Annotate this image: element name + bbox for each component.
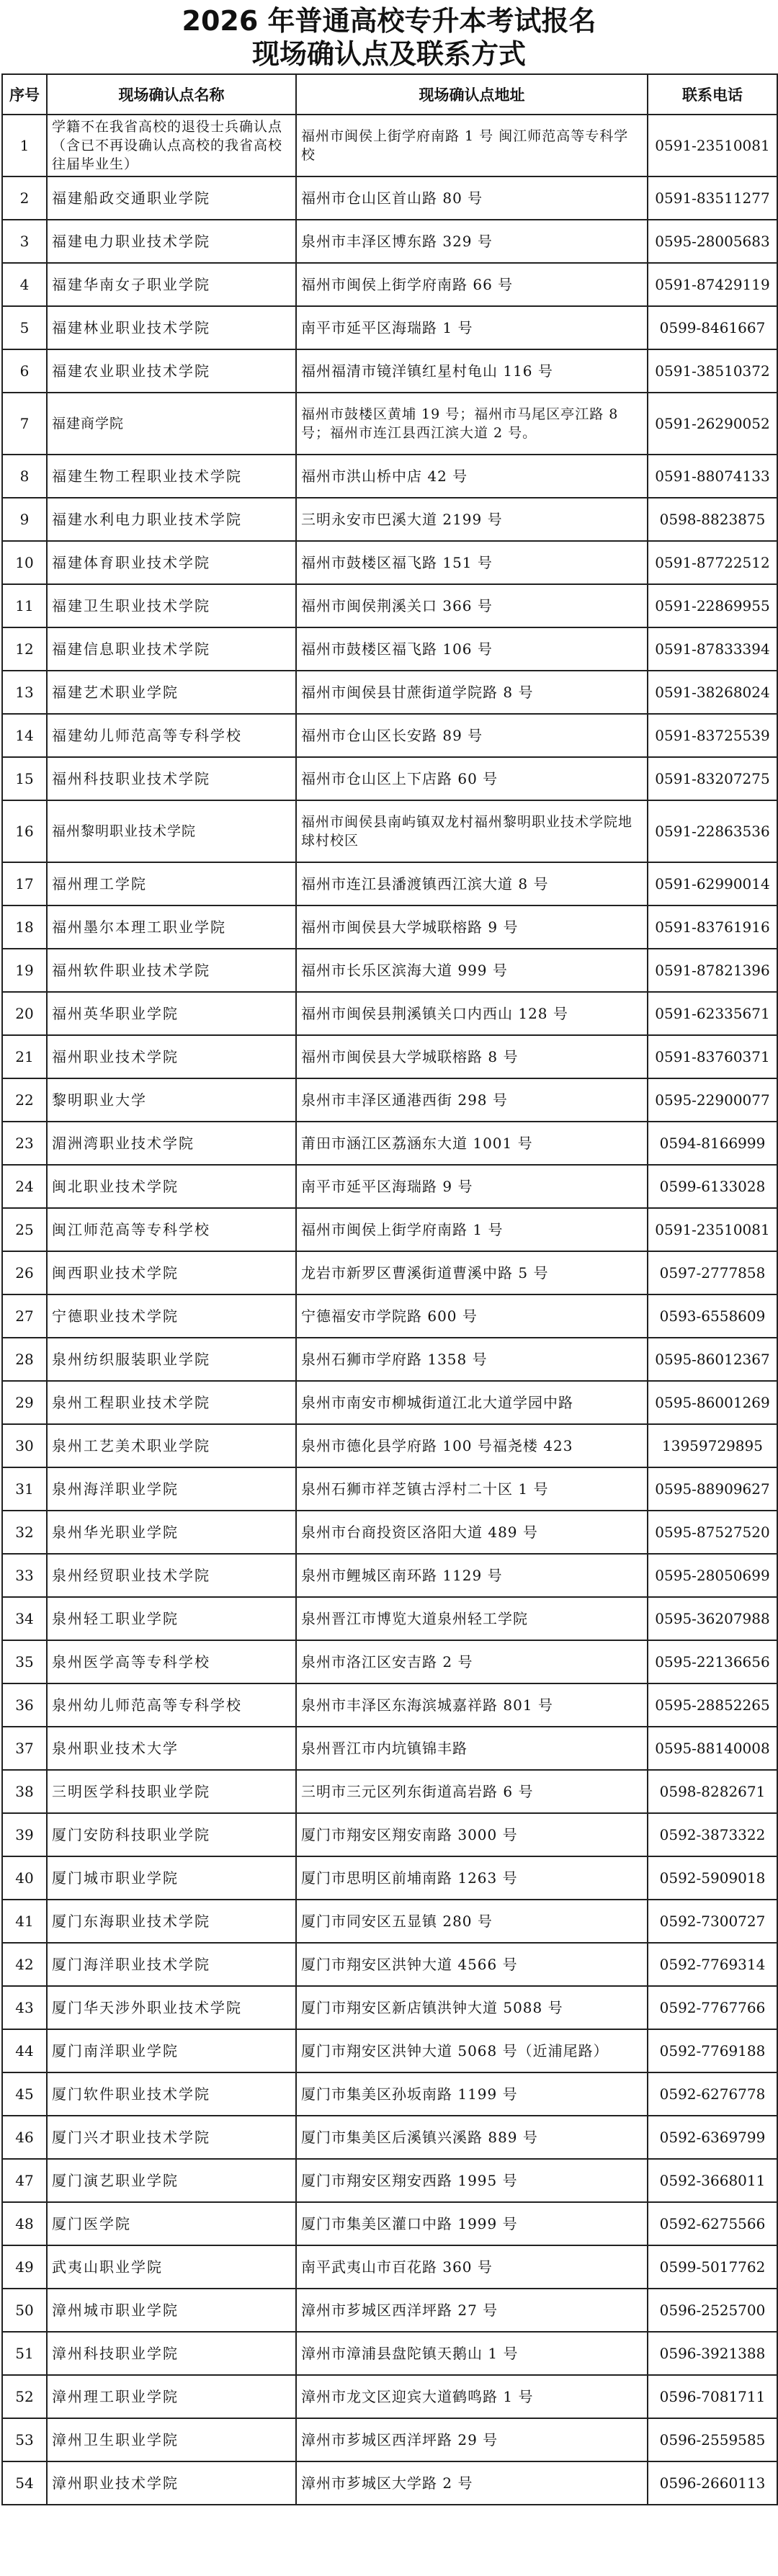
- table-row: [2, 949, 777, 992]
- site-address: 南平市延平区海瑞路 1 号: [296, 306, 648, 349]
- phone-number: 0592-7300727: [648, 1900, 777, 1943]
- site-name: 福建华南女子职业学院: [47, 263, 296, 306]
- site-name: 泉州海洋职业学院: [47, 1467, 296, 1511]
- site-address: 福州市闽侯县甘蔗街道学院路 8 号: [296, 671, 648, 714]
- row-index: 33: [2, 1554, 47, 1597]
- table-row: [2, 349, 777, 393]
- site-address: 泉州市丰泽区通港西街 298 号: [296, 1078, 648, 1122]
- phone-number: 0591-83725539: [648, 714, 777, 757]
- phone-number: 0597-2777858: [648, 1251, 777, 1294]
- phone-number: 0596-2525700: [648, 2289, 777, 2332]
- site-address: 三明市三元区列东街道高岩路 6 号: [296, 1770, 648, 1813]
- table-row: [2, 176, 777, 220]
- site-address: 莆田市涵江区荔涵东大道 1001 号: [296, 1122, 648, 1165]
- site-address: 厦门市翔安区新店镇洪钟大道 5088 号: [296, 1986, 648, 2029]
- site-name: 武夷山职业学院: [47, 2245, 296, 2289]
- site-name: 福州理工学院: [47, 862, 296, 905]
- site-address: 福州市闽侯县荆溪镇关口内西山 128 号: [296, 992, 648, 1035]
- table-row: [2, 1294, 777, 1338]
- site-address: 漳州市芗城区西洋坪路 27 号: [296, 2289, 648, 2332]
- table-row: [2, 2202, 777, 2245]
- phone-number: 0591-87821396: [648, 949, 777, 992]
- row-index: 23: [2, 1122, 47, 1165]
- site-name: 闽江师范高等专科学校: [47, 1208, 296, 1251]
- phone-number: 0591-87429119: [648, 263, 777, 306]
- phone-number: 0594-8166999: [648, 1122, 777, 1165]
- table-row: [2, 2289, 777, 2332]
- row-index: 27: [2, 1294, 47, 1338]
- table-row: [2, 627, 777, 671]
- site-address: 福州市闽侯县南屿镇双龙村福州黎明职业技术学院地球村校区: [296, 800, 648, 862]
- row-index: 42: [2, 1943, 47, 1986]
- row-index: 38: [2, 1770, 47, 1813]
- site-address: 福州市闽侯上街学府南路 66 号: [296, 263, 648, 306]
- phone-number: 0595-88140008: [648, 1727, 777, 1770]
- row-index: 31: [2, 1467, 47, 1511]
- site-address: 泉州市丰泽区东海滨城嘉祥路 801 号: [296, 1683, 648, 1727]
- table-row: [2, 2461, 777, 2505]
- table-row: [2, 1856, 777, 1900]
- row-index: 19: [2, 949, 47, 992]
- table-row: [2, 455, 777, 498]
- phone-number: 0591-23510081: [648, 1208, 777, 1251]
- table-row: [2, 1381, 777, 1424]
- row-index: 29: [2, 1381, 47, 1424]
- row-index: 9: [2, 498, 47, 541]
- phone-number: 0595-86012367: [648, 1338, 777, 1381]
- phone-number: 0591-83761916: [648, 905, 777, 949]
- row-index: 32: [2, 1511, 47, 1554]
- site-name: 漳州职业技术学院: [47, 2461, 296, 2505]
- table-row: [2, 1986, 777, 2029]
- phone-number: 0596-2660113: [648, 2461, 777, 2505]
- site-address: 厦门市翔安区洪钟大道 5068 号（近浦尾路）: [296, 2029, 648, 2072]
- site-address: 厦门市翔安区翔安西路 1995 号: [296, 2159, 648, 2202]
- site-address: 福州市鼓楼区福飞路 151 号: [296, 541, 648, 584]
- row-index: 11: [2, 584, 47, 627]
- site-name: 厦门城市职业学院: [47, 1856, 296, 1900]
- site-name: 闽北职业技术学院: [47, 1165, 296, 1208]
- site-address: 泉州市鲤城区南环路 1129 号: [296, 1554, 648, 1597]
- table-row: [2, 1165, 777, 1208]
- phone-number: 13959729895: [648, 1424, 777, 1467]
- phone-number: 0596-2559585: [648, 2418, 777, 2461]
- site-address: 泉州晋江市内坑镇锦丰路: [296, 1727, 648, 1770]
- site-name: 泉州纺织服装职业学院: [47, 1338, 296, 1381]
- site-name: 福建农业职业技术学院: [47, 349, 296, 393]
- phone-number: 0596-3921388: [648, 2332, 777, 2375]
- site-name: 闽西职业技术学院: [47, 1251, 296, 1294]
- row-index: 14: [2, 714, 47, 757]
- table-row: [2, 1597, 777, 1640]
- row-index: 48: [2, 2202, 47, 2245]
- table-row: [2, 1208, 777, 1251]
- site-address: 厦门市集美区后溪镇兴溪路 889 号: [296, 2116, 648, 2159]
- table-row: [2, 2418, 777, 2461]
- table-row: [2, 115, 777, 176]
- row-index: 21: [2, 1035, 47, 1078]
- row-index: 49: [2, 2245, 47, 2289]
- row-index: 20: [2, 992, 47, 1035]
- table-row: [2, 905, 777, 949]
- site-name: 湄洲湾职业技术学院: [47, 1122, 296, 1165]
- row-index: 26: [2, 1251, 47, 1294]
- site-address: 福州市仓山区长安路 89 号: [296, 714, 648, 757]
- row-index: 44: [2, 2029, 47, 2072]
- row-index: 34: [2, 1597, 47, 1640]
- row-index: 37: [2, 1727, 47, 1770]
- table-row: [2, 1900, 777, 1943]
- site-address: 漳州市芗城区西洋坪路 29 号: [296, 2418, 648, 2461]
- site-name: 厦门软件职业技术学院: [47, 2072, 296, 2116]
- site-name: 漳州卫生职业学院: [47, 2418, 296, 2461]
- phone-number: 0591-22863536: [648, 800, 777, 862]
- row-index: 24: [2, 1165, 47, 1208]
- table-row: [2, 393, 777, 455]
- row-index: 41: [2, 1900, 47, 1943]
- site-address: 漳州市龙文区迎宾大道鹤鸣路 1 号: [296, 2375, 648, 2418]
- header-phone: 联系电话: [648, 74, 777, 115]
- site-name: 漳州城市职业学院: [47, 2289, 296, 2332]
- table-row: [2, 498, 777, 541]
- row-index: 1: [2, 115, 47, 176]
- site-address: 福州市洪山桥中店 42 号: [296, 455, 648, 498]
- site-name: 厦门演艺职业学院: [47, 2159, 296, 2202]
- site-name: 福建艺术职业学院: [47, 671, 296, 714]
- row-index: 12: [2, 627, 47, 671]
- table-row: [2, 1683, 777, 1727]
- phone-number: 0591-62990014: [648, 862, 777, 905]
- row-index: 10: [2, 541, 47, 584]
- row-index: 4: [2, 263, 47, 306]
- row-index: 25: [2, 1208, 47, 1251]
- site-address: 三明永安市巴溪大道 2199 号: [296, 498, 648, 541]
- site-name: 三明医学科技职业学院: [47, 1770, 296, 1813]
- phone-number: 0592-6276778: [648, 2072, 777, 2116]
- table-row: [2, 306, 777, 349]
- row-index: 36: [2, 1683, 47, 1727]
- table-body: [2, 115, 777, 2505]
- row-index: 13: [2, 671, 47, 714]
- phone-number: 0595-88909627: [648, 1467, 777, 1511]
- table-row: [2, 2159, 777, 2202]
- row-index: 22: [2, 1078, 47, 1122]
- row-index: 53: [2, 2418, 47, 2461]
- site-address: 漳州市漳浦县盘陀镇天鹅山 1 号: [296, 2332, 648, 2375]
- site-address: 泉州市德化县学府路 100 号福尧楼 423: [296, 1424, 648, 1467]
- site-address: 厦门市集美区孙坂南路 1199 号: [296, 2072, 648, 2116]
- site-name: 福建幼儿师范高等专科学校: [47, 714, 296, 757]
- site-address: 福州市连江县潘渡镇西江滨大道 8 号: [296, 862, 648, 905]
- phone-number: 0592-7769188: [648, 2029, 777, 2072]
- phone-number: 0591-22869955: [648, 584, 777, 627]
- site-address: 泉州市丰泽区博东路 329 号: [296, 220, 648, 263]
- site-name: 福州软件职业技术学院: [47, 949, 296, 992]
- confirmation-sites-table: [1, 73, 778, 2505]
- site-name: 福建船政交通职业学院: [47, 176, 296, 220]
- table-row: [2, 1770, 777, 1813]
- site-name: 泉州经贸职业技术学院: [47, 1554, 296, 1597]
- site-address: 泉州市南安市柳城街道江北大道学园中路: [296, 1381, 648, 1424]
- row-index: 17: [2, 862, 47, 905]
- table-row: [2, 757, 777, 800]
- site-address: 福州市仓山区首山路 80 号: [296, 176, 648, 220]
- site-name: 福州墨尔本理工职业学院: [47, 905, 296, 949]
- row-index: 50: [2, 2289, 47, 2332]
- site-address: 南平武夷山市百花路 360 号: [296, 2245, 648, 2289]
- site-name: 福建生物工程职业技术学院: [47, 455, 296, 498]
- site-name: 厦门医学院: [47, 2202, 296, 2245]
- site-name: 厦门华天涉外职业技术学院: [47, 1986, 296, 2029]
- phone-number: 0592-6275566: [648, 2202, 777, 2245]
- site-name: 厦门海洋职业技术学院: [47, 1943, 296, 1986]
- phone-number: 0591-23510081: [648, 115, 777, 176]
- site-address: 厦门市思明区前埔南路 1263 号: [296, 1856, 648, 1900]
- site-name: 福州黎明职业技术学院: [47, 800, 296, 862]
- header-site-address: 现场确认点地址: [296, 74, 648, 115]
- row-index: 46: [2, 2116, 47, 2159]
- phone-number: 0592-3668011: [648, 2159, 777, 2202]
- table-row: [2, 1943, 777, 1986]
- phone-number: 0591-26290052: [648, 393, 777, 455]
- site-address: 厦门市翔安区洪钟大道 4566 号: [296, 1943, 648, 1986]
- row-index: 5: [2, 306, 47, 349]
- phone-number: 0595-28852265: [648, 1683, 777, 1727]
- row-index: 8: [2, 455, 47, 498]
- row-index: 30: [2, 1424, 47, 1467]
- site-address: 泉州市洛江区安吉路 2 号: [296, 1640, 648, 1683]
- site-address: 宁德福安市学院路 600 号: [296, 1294, 648, 1338]
- table-row: [2, 1424, 777, 1467]
- table-row: [2, 1338, 777, 1381]
- site-name: 泉州轻工职业学院: [47, 1597, 296, 1640]
- phone-number: 0591-83760371: [648, 1035, 777, 1078]
- site-address: 泉州晋江市博览大道泉州轻工学院: [296, 1597, 648, 1640]
- phone-number: 0591-88074133: [648, 455, 777, 498]
- row-index: 28: [2, 1338, 47, 1381]
- site-name: 泉州工艺美术职业学院: [47, 1424, 296, 1467]
- site-name: 泉州职业技术大学: [47, 1727, 296, 1770]
- table-row: [2, 2029, 777, 2072]
- site-name: 黎明职业大学: [47, 1078, 296, 1122]
- phone-number: 0591-83511277: [648, 176, 777, 220]
- table-row: [2, 2332, 777, 2375]
- site-name: 福建林业职业技术学院: [47, 306, 296, 349]
- site-name: 福州职业技术学院: [47, 1035, 296, 1078]
- table-row: [2, 2375, 777, 2418]
- site-address: 福州市鼓楼区黄埔 19 号；福州市马尾区亭江路 8 号；福州市连江县西江滨大道 2 号。: [296, 393, 648, 455]
- table-row: [2, 992, 777, 1035]
- site-name: 泉州幼儿师范高等专科学校: [47, 1683, 296, 1727]
- header-index: 序号: [2, 74, 47, 115]
- phone-number: 0592-7767766: [648, 1986, 777, 2029]
- site-address: 福州市闽侯县大学城联榕路 8 号: [296, 1035, 648, 1078]
- phone-number: 0592-6369799: [648, 2116, 777, 2159]
- table-row: [2, 1467, 777, 1511]
- table-row: [2, 1251, 777, 1294]
- site-name: 福建电力职业技术学院: [47, 220, 296, 263]
- row-index: 2: [2, 176, 47, 220]
- site-name: 福州科技职业技术学院: [47, 757, 296, 800]
- table-header-row: [2, 74, 777, 115]
- row-index: 40: [2, 1856, 47, 1900]
- site-name: 福建体育职业技术学院: [47, 541, 296, 584]
- row-index: 43: [2, 1986, 47, 2029]
- row-index: 16: [2, 800, 47, 862]
- row-index: 45: [2, 2072, 47, 2116]
- phone-number: 0595-86001269: [648, 1381, 777, 1424]
- phone-number: 0595-36207988: [648, 1597, 777, 1640]
- phone-number: 0595-87527520: [648, 1511, 777, 1554]
- table-row: [2, 2116, 777, 2159]
- phone-number: 0592-5909018: [648, 1856, 777, 1900]
- row-index: 6: [2, 349, 47, 393]
- site-address: 厦门市同安区五显镇 280 号: [296, 1900, 648, 1943]
- table-row: [2, 2245, 777, 2289]
- phone-number: 0595-28005683: [648, 220, 777, 263]
- phone-number: 0591-62335671: [648, 992, 777, 1035]
- document-title-line2: 现场确认点及联系方式: [251, 38, 526, 70]
- phone-number: 0593-6558609: [648, 1294, 777, 1338]
- row-index: 39: [2, 1813, 47, 1856]
- phone-number: 0595-22900077: [648, 1078, 777, 1122]
- table-row: [2, 220, 777, 263]
- row-index: 7: [2, 393, 47, 455]
- table-row: [2, 714, 777, 757]
- site-name: 厦门南洋职业学院: [47, 2029, 296, 2072]
- site-name: 福建信息职业技术学院: [47, 627, 296, 671]
- site-address: 厦门市翔安区翔安南路 3000 号: [296, 1813, 648, 1856]
- site-name: 漳州科技职业学院: [47, 2332, 296, 2375]
- site-name: 福建商学院: [47, 393, 296, 455]
- table-row: [2, 541, 777, 584]
- row-index: 54: [2, 2461, 47, 2505]
- document-title-line1: 2026 年普通高校专升本考试报名: [182, 5, 596, 37]
- phone-number: 0595-28050699: [648, 1554, 777, 1597]
- site-name: 宁德职业技术学院: [47, 1294, 296, 1338]
- phone-number: 0592-7769314: [648, 1943, 777, 1986]
- phone-number: 0591-87833394: [648, 627, 777, 671]
- phone-number: 0592-3873322: [648, 1813, 777, 1856]
- phone-number: 0596-7081711: [648, 2375, 777, 2418]
- row-index: 52: [2, 2375, 47, 2418]
- site-address: 泉州石狮市学府路 1358 号: [296, 1338, 648, 1381]
- row-index: 51: [2, 2332, 47, 2375]
- row-index: 18: [2, 905, 47, 949]
- table-row: [2, 1640, 777, 1683]
- table-row: [2, 671, 777, 714]
- site-address: 泉州石狮市祥芝镇古浮村二十区 1 号: [296, 1467, 648, 1511]
- site-name: 学籍不在我省高校的退役士兵确认点（含已不再设确认点高校的我省高校往届毕业生）: [47, 115, 296, 176]
- phone-number: 0591-38510372: [648, 349, 777, 393]
- site-name: 泉州华光职业学院: [47, 1511, 296, 1554]
- site-name: 厦门安防科技职业学院: [47, 1813, 296, 1856]
- table-row: [2, 1554, 777, 1597]
- site-address: 福州福清市镜洋镇红星村龟山 116 号: [296, 349, 648, 393]
- site-name: 泉州工程职业技术学院: [47, 1381, 296, 1424]
- phone-number: 0591-38268024: [648, 671, 777, 714]
- site-address: 南平市延平区海瑞路 9 号: [296, 1165, 648, 1208]
- site-address: 漳州市芗城区大学路 2 号: [296, 2461, 648, 2505]
- site-address: 福州市闽侯上街学府南路 1 号 闽江师范高等专科学校: [296, 115, 648, 176]
- site-address: 福州市闽侯县大学城联榕路 9 号: [296, 905, 648, 949]
- table-row: [2, 1727, 777, 1770]
- phone-number: 0599-8461667: [648, 306, 777, 349]
- site-address: 龙岩市新罗区曹溪街道曹溪中路 5 号: [296, 1251, 648, 1294]
- phone-number: 0599-5017762: [648, 2245, 777, 2289]
- phone-number: 0598-8823875: [648, 498, 777, 541]
- site-address: 福州市闽侯上街学府南路 1 号: [296, 1208, 648, 1251]
- site-address: 福州市闽侯荆溪关口 366 号: [296, 584, 648, 627]
- site-name: 漳州理工职业学院: [47, 2375, 296, 2418]
- row-index: 15: [2, 757, 47, 800]
- site-address: 福州市长乐区滨海大道 999 号: [296, 949, 648, 992]
- site-name: 泉州医学高等专科学校: [47, 1640, 296, 1683]
- table-row: [2, 1078, 777, 1122]
- row-index: 47: [2, 2159, 47, 2202]
- table-row: [2, 584, 777, 627]
- phone-number: 0591-87722512: [648, 541, 777, 584]
- phone-number: 0591-83207275: [648, 757, 777, 800]
- site-name: 厦门兴才职业技术学院: [47, 2116, 296, 2159]
- row-index: 35: [2, 1640, 47, 1683]
- site-name: 福州英华职业学院: [47, 992, 296, 1035]
- site-address: 福州市鼓楼区福飞路 106 号: [296, 627, 648, 671]
- row-index: 3: [2, 220, 47, 263]
- phone-number: 0598-8282671: [648, 1770, 777, 1813]
- site-address: 厦门市集美区灌口中路 1999 号: [296, 2202, 648, 2245]
- table-row: [2, 1813, 777, 1856]
- phone-number: 0595-22136656: [648, 1640, 777, 1683]
- site-name: 厦门东海职业技术学院: [47, 1900, 296, 1943]
- table-row: [2, 1511, 777, 1554]
- phone-number: 0599-6133028: [648, 1165, 777, 1208]
- header-site-name: 现场确认点名称: [47, 74, 296, 115]
- site-address: 福州市仓山区上下店路 60 号: [296, 757, 648, 800]
- table-row: [2, 2072, 777, 2116]
- table-row: [2, 1035, 777, 1078]
- site-name: 福建水利电力职业技术学院: [47, 498, 296, 541]
- site-address: 泉州市台商投资区洛阳大道 489 号: [296, 1511, 648, 1554]
- table-row: [2, 862, 777, 905]
- table-row: [2, 800, 777, 862]
- table-row: [2, 263, 777, 306]
- table-row: [2, 1122, 777, 1165]
- site-name: 福建卫生职业技术学院: [47, 584, 296, 627]
